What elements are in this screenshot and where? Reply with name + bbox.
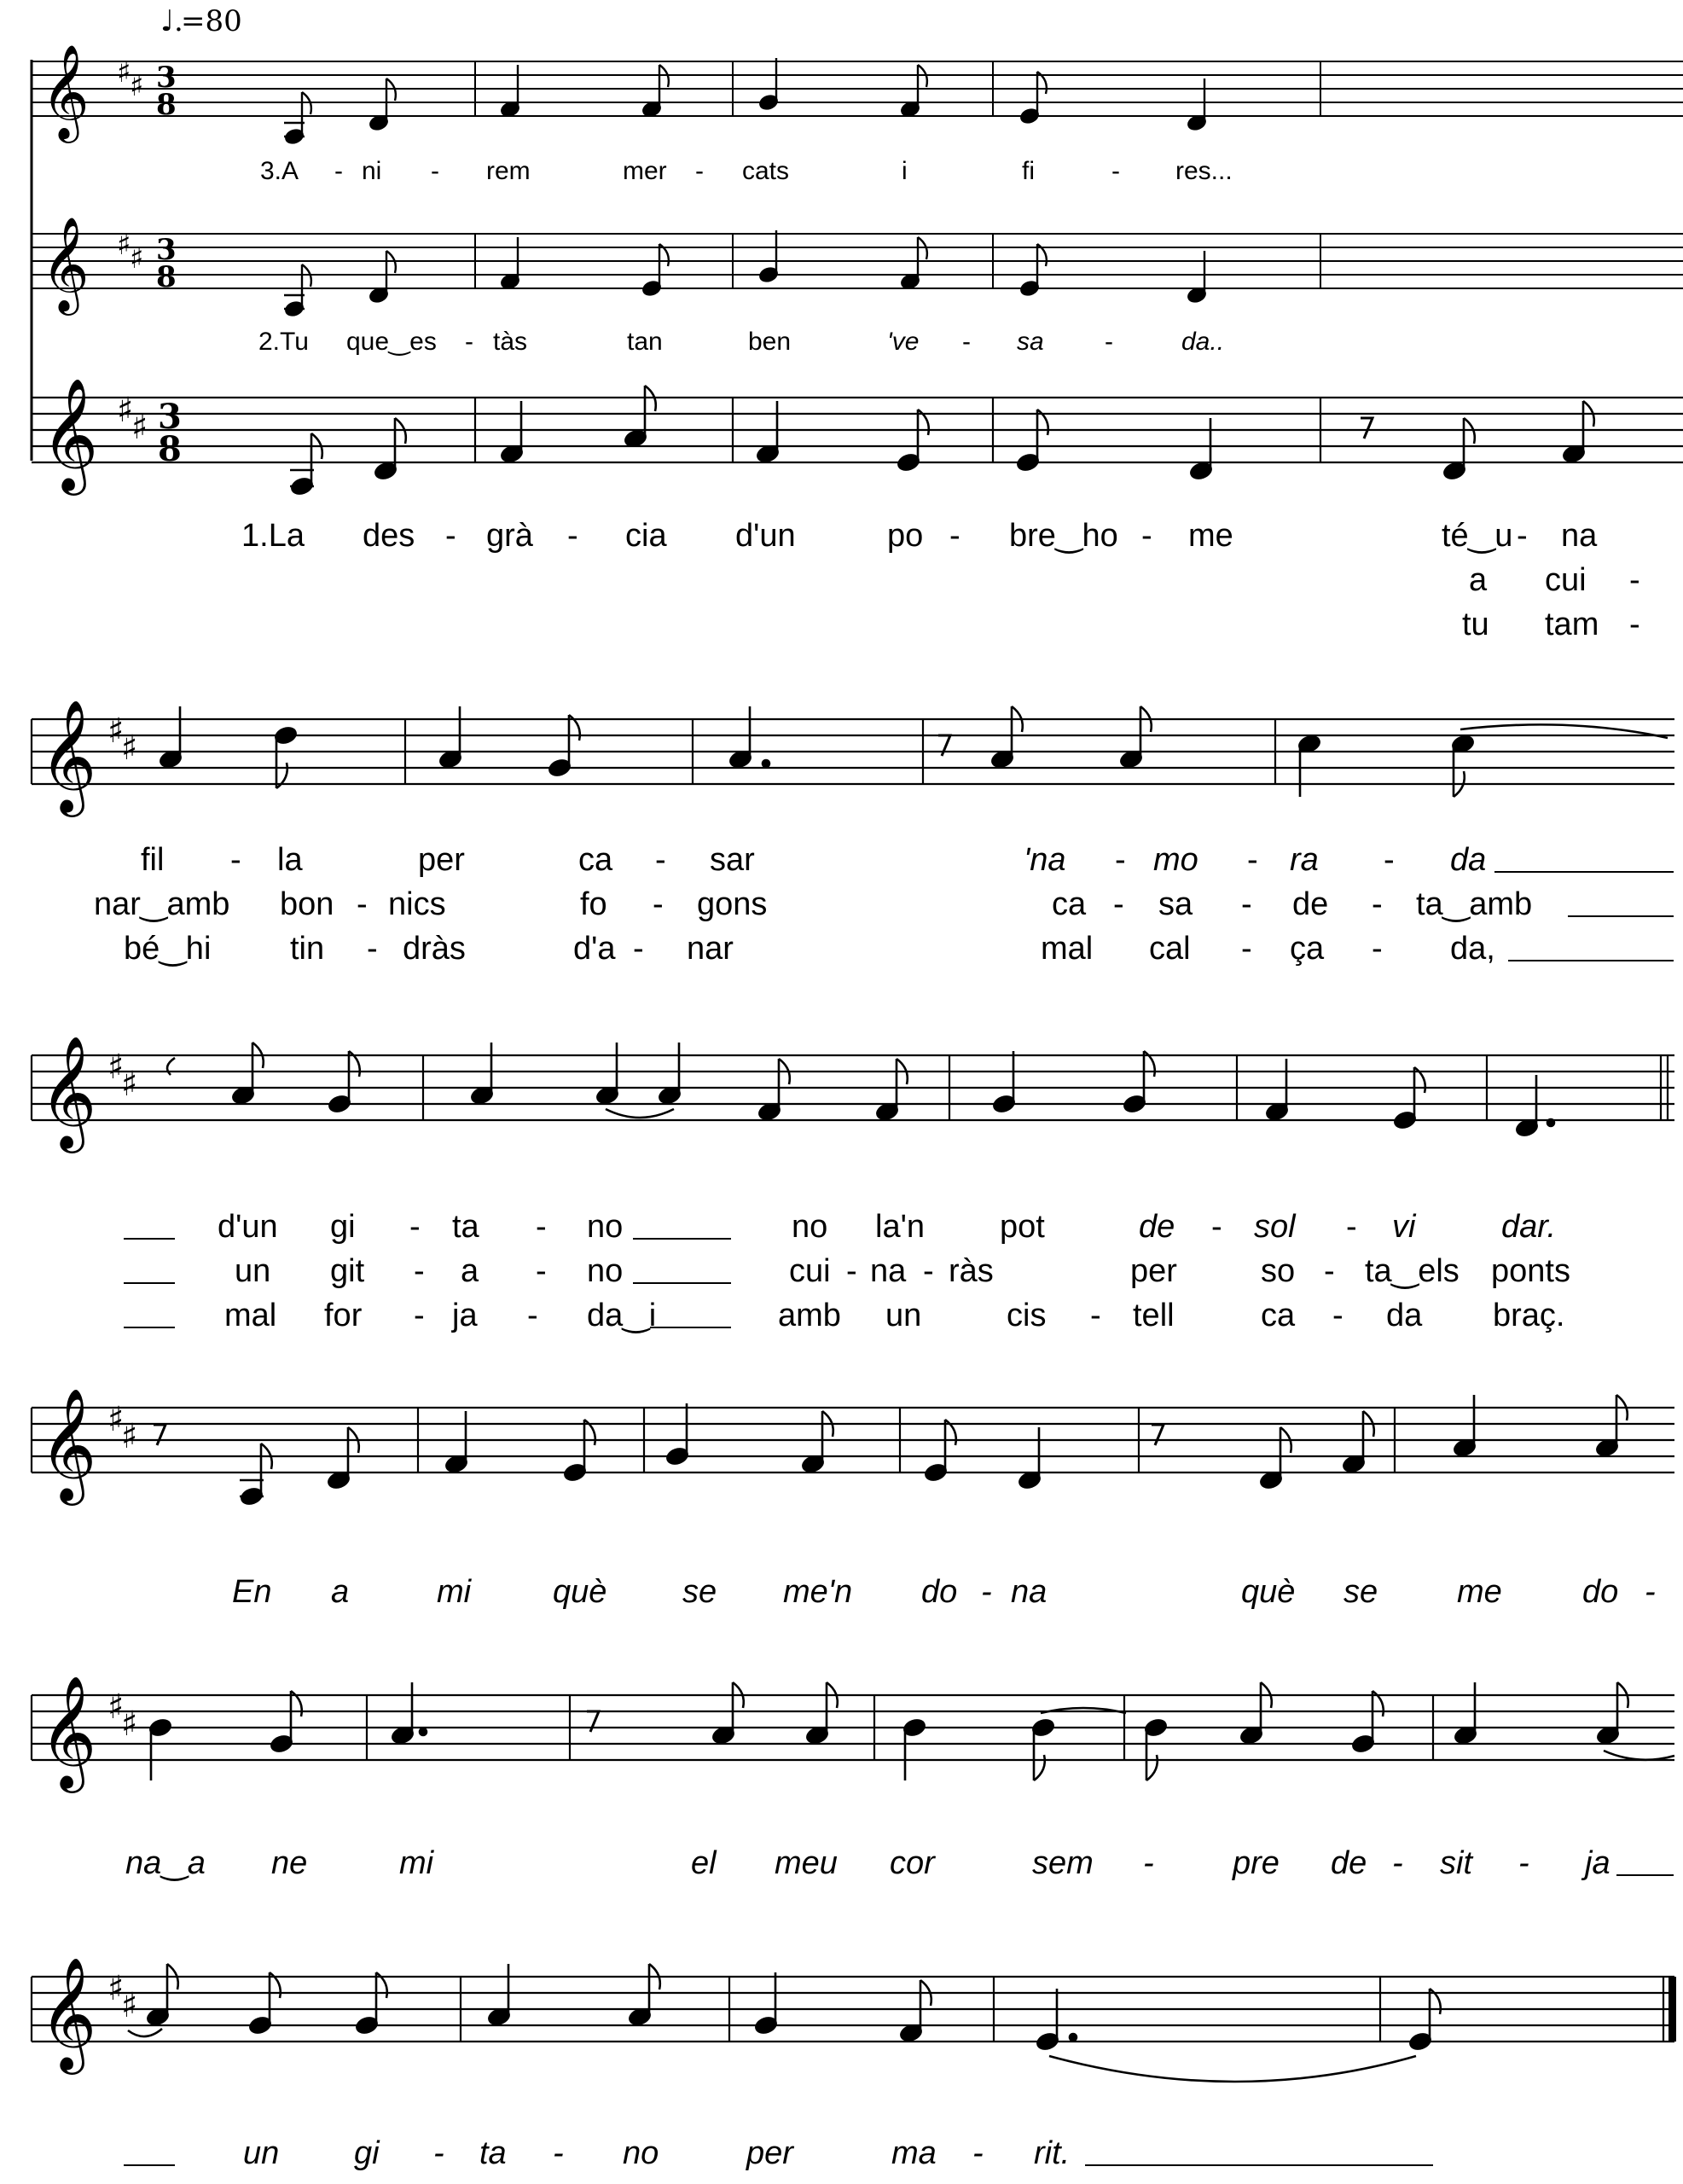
sharp-icon: ♯ [131,407,148,447]
notes-staff-1-3 [290,386,1594,497]
notes-staff-3 [167,1043,1554,1138]
lyric-syllable: se [1343,1574,1378,1610]
time-sig-bottom: 8 [158,429,182,469]
lyric-syllable: da‿i [587,1298,657,1333]
lyric-syllable: mi [399,1845,434,1881]
lyric-hyphen: - [1111,157,1120,185]
lyric-syllable: na [870,1253,907,1289]
lyric-syllable: ja [1585,1845,1610,1881]
lyric-syllable: for [324,1298,363,1333]
lyric-syllable: git [330,1253,365,1289]
lyric-syllable: la [277,842,303,878]
staff-1-1 [32,61,1683,116]
lyric-syllable: grà [486,518,533,554]
lyric-syllable: na [1011,1574,1048,1610]
lyric-syllable: per [1130,1253,1177,1289]
sharp-icon: ♯ [121,1416,138,1456]
lyrics-verse-1 [241,518,1640,642]
lyric-syllable: 'na [1024,842,1066,878]
lyric-syllable: no [623,2135,659,2171]
system-2 [32,699,1674,967]
lyrics-verse-2 [258,328,1224,356]
lyric-syllable: na [1561,518,1598,554]
lyric-syllable: do [1582,1574,1619,1610]
lyric-hyphen: - [230,842,241,878]
lyric-syllable: per [746,2135,793,2171]
lyric-syllable: ta [479,2135,507,2171]
lyric-syllable: tam [1545,607,1599,642]
lyric-hyphen: - [431,157,439,185]
lyric-syllable: nar‿amb [94,886,230,922]
lyrics-system-2 [94,842,1674,967]
lyric-syllable: tell [1133,1298,1175,1333]
lyric-syllable: tàs [493,328,528,356]
lyric-hyphen: - [1247,842,1258,878]
sharp-icon: ♯ [117,228,131,262]
lyric-hyphen: - [1143,1845,1154,1881]
lyric-hyphen: - [1517,518,1528,554]
lyric-syllable: mal [1041,931,1094,967]
lyric-syllable: mal [224,1298,277,1333]
lyric-syllable: ta‿els [1365,1253,1460,1289]
system-5 [32,1675,1674,1881]
system-1 [32,44,1683,642]
treble-clef-icon: 𝄞 [41,377,99,491]
lyric-syllable: què [1241,1574,1296,1610]
lyric-syllable: na‿a [125,1845,206,1881]
lyric-syllable: gi [354,2135,380,2171]
tempo-note: ♩. [160,4,183,38]
lyric-syllable: sa [1158,886,1193,922]
lyric-hyphen: - [1113,886,1124,922]
lyric-syllable: ta‿amb [1416,886,1533,922]
sharp-icon: ♯ [107,1968,125,2008]
lyric-syllable: res... [1175,157,1233,185]
lyric-syllable: tan [627,328,663,356]
lyric-syllable: sa [1017,328,1044,356]
lyric-syllable: po [887,518,924,554]
lyric-syllable: mer [623,157,667,185]
lyric-syllable: ràs [949,1253,994,1289]
treble-clef-icon: 𝄞 [39,1956,97,2070]
lyric-syllable: me [1188,518,1233,554]
lyric-hyphen: - [527,1298,538,1333]
notes-staff-6 [128,1964,1441,2082]
lyric-syllable: amb [778,1298,841,1333]
lyric-hyphen: - [972,2135,984,2171]
lyric-syllable: nics [388,886,446,922]
sharp-icon: ♯ [107,1399,125,1439]
lyric-hyphen: - [1629,562,1640,598]
lyric-syllable: i [902,157,908,185]
time-sig-bottom: 8 [156,260,177,294]
lyrics-system-3 [124,1209,1570,1333]
lyric-hyphen: - [1645,1574,1656,1610]
lyric-syllable: un [235,1253,271,1289]
lyric-hyphen: - [1372,931,1383,967]
notes-staff-1-1 [284,58,1207,145]
lyric-syllable: ne [271,1845,308,1881]
lyric-syllable: ni [362,157,382,185]
lyric-hyphen: - [695,157,704,185]
lyric-hyphen: - [923,1253,934,1289]
lyric-syllable: la'n [875,1209,925,1245]
treble-clef-icon: 𝄞 [41,216,90,311]
lyric-hyphen: - [1241,931,1252,967]
lyric-syllable: bre‿ho [1009,518,1118,554]
lyric-hyphen: - [553,2135,564,2171]
lyric-hyphen: - [846,1253,857,1289]
lyric-syllable: sol [1254,1209,1296,1245]
lyric-syllable: de [1139,1209,1175,1245]
lyric-syllable: ponts [1491,1253,1570,1289]
time-sig-bottom: 8 [156,88,177,122]
treble-clef-icon: 𝄞 [39,1035,97,1148]
lyric-hyphen: - [1518,1845,1529,1881]
lyric-hyphen: - [1105,328,1113,356]
lyric-hyphen: - [1324,1253,1335,1289]
lyric-hyphen: - [1372,886,1383,922]
sharp-icon: ♯ [121,1704,138,1744]
lyric-syllable: cal [1149,931,1191,967]
lyric-syllable: da [1450,842,1487,878]
lyric-hyphen: - [633,931,644,967]
lyric-syllable: fi [1022,157,1035,185]
system-3 [32,1035,1674,1333]
lyric-syllable: gons [697,886,768,922]
final-barline [1668,1977,1676,2042]
lyric-syllable: d'a [573,931,616,967]
treble-clef-icon: 𝄞 [41,44,90,139]
lyric-syllable: a [331,1574,350,1610]
lyric-syllable: ja [452,1298,478,1333]
lyric-syllable: rem [486,157,531,185]
lyric-syllable: pre [1233,1845,1280,1881]
lyric-syllable: cui [1545,562,1587,598]
lyric-hyphen: - [653,886,664,922]
lyric-hyphen: - [1384,842,1395,878]
lyric-syllable: tu [1462,607,1489,642]
lyric-syllable: 2.Tu [258,328,309,356]
lyric-hyphen: - [1115,842,1126,878]
lyric-syllable: En [232,1574,272,1610]
staff-2 [32,719,1674,784]
lyric-syllable: de [1292,886,1329,922]
lyric-syllable: un [885,1298,922,1333]
lyric-syllable: mi [437,1574,472,1610]
sharp-icon: ♯ [121,728,138,768]
time-sig-top: 3 [156,233,177,267]
lyric-syllable: d'un [735,518,796,554]
lyric-syllable: da.. [1181,328,1225,356]
lyric-syllable: cor [890,1845,935,1881]
lyric-syllable: des [363,518,415,554]
lyric-syllable: ta [452,1209,479,1245]
lyrics-system-4 [232,1574,1656,1610]
lyric-syllable: ben [748,328,792,356]
lyric-syllable: me'n [783,1574,853,1610]
lyric-syllable: so [1261,1253,1296,1289]
lyric-syllable: pot [1000,1209,1045,1245]
lyric-hyphen: - [445,518,456,554]
lyric-hyphen: - [414,1298,425,1333]
lyric-syllable: no [792,1209,828,1245]
lyric-syllable: d'un [218,1209,278,1245]
lyric-hyphen: - [1629,607,1640,642]
lyric-hyphen: - [567,518,578,554]
lyric-hyphen: - [1346,1209,1357,1245]
notes-staff-1-2 [284,230,1207,317]
staff-6 [32,1977,1674,2042]
lyric-syllable: cia [625,518,667,554]
lyric-hyphen: - [414,1253,425,1289]
sharp-icon: ♯ [130,69,144,103]
treble-clef-icon: 𝄞 [39,699,97,812]
lyric-syllable: se [682,1574,717,1610]
lyric-syllable: dar. [1501,1209,1557,1245]
lyric-syllable: 1.La [241,518,305,554]
lyric-syllable: a [461,1253,479,1289]
sharp-icon: ♯ [107,1047,125,1087]
staff-1-2 [32,234,1683,288]
lyric-syllable: que‿es [346,328,437,356]
staff-1-3 [32,398,1683,462]
staff-4 [32,1408,1674,1472]
lyric-syllable: tin [290,931,325,967]
lyric-syllable: vi [1392,1209,1416,1245]
lyric-syllable: no [587,1209,624,1245]
lyric-syllable: ca [578,842,613,878]
lyric-hyphen: - [536,1253,547,1289]
lyric-syllable: dràs [403,931,466,967]
lyric-hyphen: - [949,518,960,554]
staff-3 [32,1055,1674,1120]
lyric-hyphen: - [1141,518,1152,554]
lyric-syllable: meu [775,1845,838,1881]
lyric-syllable: sit [1440,1845,1472,1881]
lyric-syllable: de [1331,1845,1367,1881]
lyric-syllable: ca [1261,1298,1296,1333]
lyric-syllable: té‿u [1442,518,1513,554]
lyric-syllable: mo [1153,842,1198,878]
time-sig-top: 3 [156,61,177,95]
lyric-syllable: braç. [1493,1298,1565,1333]
lyric-hyphen: - [981,1574,992,1610]
sharp-icon: ♯ [107,711,125,751]
sharp-icon: ♯ [117,390,134,430]
lyric-hyphen: - [1211,1209,1222,1245]
sharp-icon: ♯ [117,55,131,90]
lyrics-verse-3 [260,157,1233,185]
lyric-hyphen: - [433,2135,444,2171]
lyric-syllable: gi [330,1209,356,1245]
sharp-icon: ♯ [121,1985,138,2025]
lyric-syllable: cis [1007,1298,1047,1333]
lyrics-system-5 [125,1845,1674,1881]
time-sig-top: 3 [158,397,182,437]
lyric-hyphen: - [1392,1845,1403,1881]
lyric-hyphen: - [1090,1298,1101,1333]
lyric-syllable: da [1386,1298,1423,1333]
lyric-syllable: no [587,1253,624,1289]
tempo-value: =80 [181,4,242,38]
lyric-syllable: cui [789,1253,831,1289]
lyric-syllable: a [1469,562,1488,598]
lyric-hyphen: - [465,328,473,356]
lyric-hyphen: - [409,1209,421,1245]
lyric-syllable: 3.A [260,157,299,185]
sharp-icon: ♯ [107,1687,125,1727]
lyric-hyphen: - [655,842,666,878]
lyric-syllable: nar [687,931,734,967]
lyric-syllable: 've [887,328,920,356]
lyric-syllable: què [553,1574,607,1610]
treble-clef-icon: 𝄞 [39,1387,97,1501]
lyric-hyphen: - [1241,886,1252,922]
lyric-syllable: un [243,2135,280,2171]
lyric-syllable: ca [1052,886,1087,922]
lyric-syllable: bon [280,886,334,922]
tempo-marking [160,4,242,38]
sharp-icon: ♯ [121,1064,138,1104]
lyric-syllable: fil [141,842,165,878]
sharp-icon: ♯ [130,241,144,276]
notes-staff-5 [148,1682,1674,1780]
system-6 [32,1956,1676,2171]
lyric-syllable: fo [580,886,607,922]
lyric-syllable: sar [710,842,755,878]
lyric-hyphen: - [1332,1298,1343,1333]
lyric-syllable: ma [891,2135,937,2171]
lyric-syllable: rit. [1034,2135,1071,2171]
lyric-hyphen: - [536,1209,547,1245]
lyric-syllable: da, [1450,931,1495,967]
lyric-syllable: bé‿hi [124,931,212,967]
lyric-syllable: do [921,1574,958,1610]
lyric-hyphen: - [357,886,368,922]
lyric-syllable: ça [1290,931,1325,967]
lyric-syllable: el [691,1845,717,1881]
lyric-hyphen: - [367,931,378,967]
lyrics-system-6 [124,2135,1433,2171]
notes-staff-4 [154,1395,1628,1507]
lyric-syllable: ra [1290,842,1319,878]
lyric-hyphen: - [962,328,971,356]
lyric-syllable: me [1457,1574,1502,1610]
lyric-syllable: per [418,842,465,878]
lyric-syllable: sem [1032,1845,1094,1881]
lyric-syllable: cats [742,157,790,185]
system-4 [32,1387,1674,1610]
lyric-hyphen: - [334,157,343,185]
treble-clef-icon: 𝄞 [39,1675,97,1788]
